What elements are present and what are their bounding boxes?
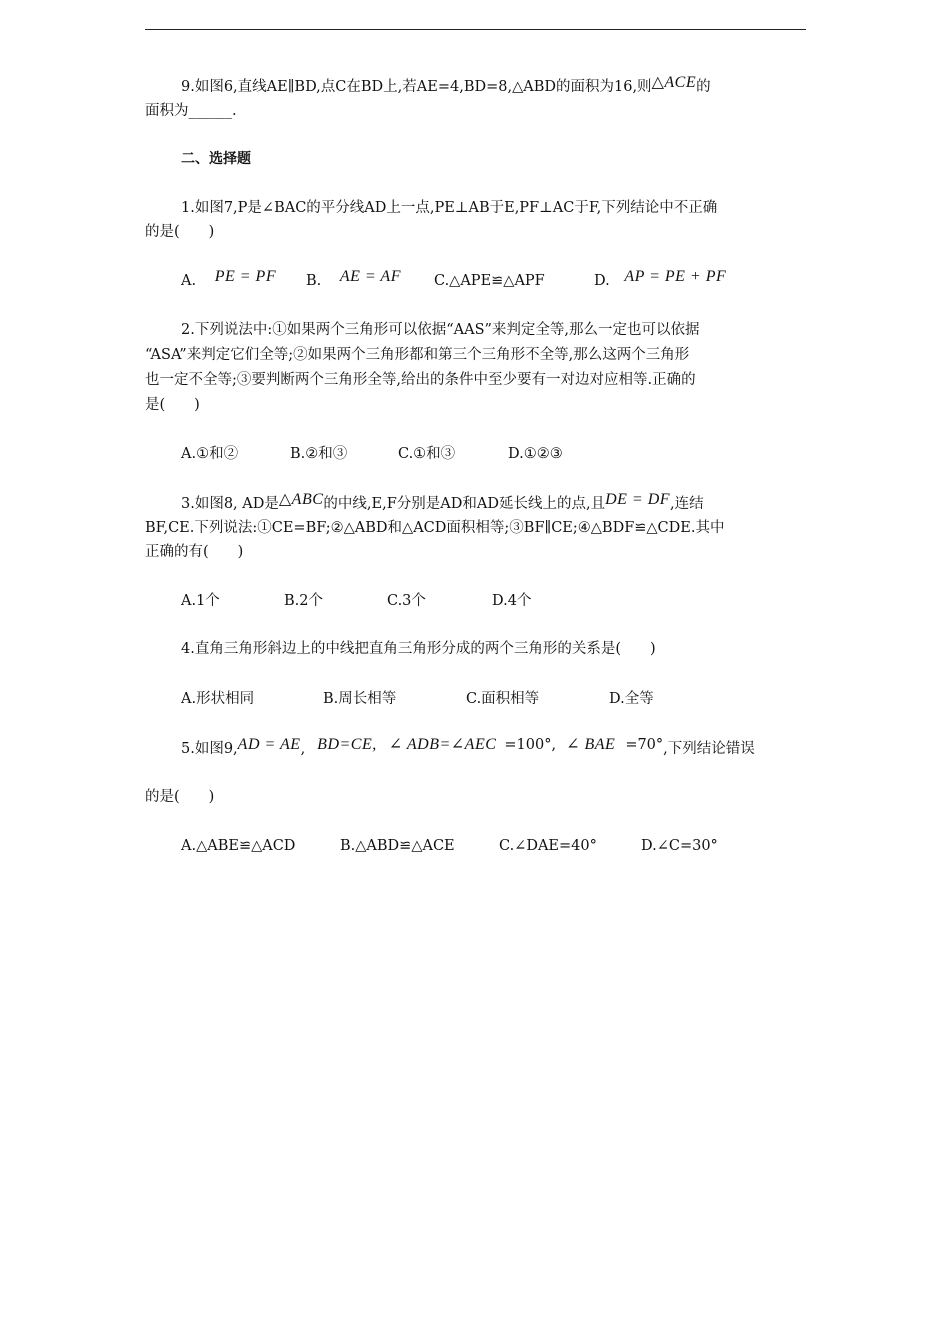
q3-text-pre: 3.如图8, AD是 [181,496,279,512]
q1-option-a-label: A. [181,273,197,289]
q1-option-b [306,270,401,292]
q5-angle-100: =100°, [504,737,557,753]
q5-line1: 5.如图9,AD = AE, BD=CE, ∠ ADB=∠AEC =100°, ∠ BAE =70°,下列结论错误 [181,736,755,757]
q5-math-angle-bae: ∠ BAE [566,736,616,753]
q2-line4: 是( ) [145,397,200,413]
q1-option-a [181,270,276,292]
q4-option-d: D.全等 [609,691,654,707]
q2-line3: 也一定不全等;③要判断两个三角形全等,给出的条件中至少要有一对边对应相等.正确的 [145,372,696,388]
q5-line2: 的是( ) [145,789,215,805]
q3-option-d: D.4个 [492,593,532,609]
q1-line1: 1.如图7,P是∠BAC的平分线AD上一点,PE⊥AB于E,PF⊥AC于F,下列结论中不正确 [181,200,718,216]
q4-option-c: C.面积相等 [466,691,540,707]
q1-option-a-math: PE = PF [214,268,277,285]
q5-math-angle-adb: ∠ ADB=∠AEC [388,736,497,753]
q3-line1 [181,493,704,515]
q2-line1: 2.下列说法中:①如果两个三角形可以依据“AAS”来判定全等,那么一定也可以依据 [181,322,700,338]
q1-option-b-math: AE = AF [339,268,401,285]
q4-option-a: A.形状相同 [181,691,255,707]
q3-math-de-df: DE = DF [605,491,671,508]
q3-option-c: C.3个 [387,593,426,609]
q3-text-post: ,连结 [670,496,704,512]
q1-option-c: C.△APE≌△APF [434,273,545,289]
q3-option-a: A.1个 [181,593,220,609]
q1-option-d [594,270,726,292]
q2-option-d: D.①②③ [508,446,563,462]
q3-line3: 正确的有( ) [145,544,244,560]
q5-text-post: ,下列结论错误 [663,741,755,757]
q9-text-post: 的 [696,79,711,95]
q5-text-pre: 5.如图9, [181,741,238,757]
q1-option-b-label: B. [306,273,322,289]
q5-math-bd-ce: BD=CE, [317,736,377,753]
q3-math-abc: △ABC [278,491,324,508]
q9-text: 9.如图6,直线AE∥BD,点C在BD上,若AE=4,BD=8,△ABD的面积为16,则 [181,79,652,95]
q5-option-a: A.△ABE≌△ACD [181,838,296,854]
q3-option-b: B.2个 [284,593,323,609]
q5-option-c: C.∠DAE=40° [499,838,597,854]
q2-line2: “ASA”来判定它们全等;②如果两个三角形都和第三个三角形不全等,那么这两个三角形 [145,347,690,363]
q1-option-d-label: D. [594,273,610,289]
q9-line1 [181,76,711,98]
q2-option-a: A.①和② [181,446,239,462]
q5-option-b: B.△ABD≌△ACE [340,838,455,854]
q9-line2: 面积为______. [145,103,237,119]
top-rule [145,29,806,30]
q4-line1: 4.直角三角形斜边上的中线把直角三角形分成的两个三角形的关系是( ) [181,641,656,657]
q2-option-b: B.②和③ [290,446,348,462]
q3-text-mid: 的中线,E,F分别是AD和AD延长线上的点,且 [323,496,606,512]
q9-math-ace: △ACE [651,74,697,91]
q2-option-c: C.①和③ [398,446,456,462]
section-title: 二、选择题 [181,151,251,167]
q1-option-d-math: AP = PE + PF [624,268,727,285]
q1-line2: 的是( ) [145,224,215,240]
q5-angle-70: =70° [625,737,664,753]
q5-math-ad-ae: AD = AE [237,736,301,753]
q4-option-b: B.周长相等 [323,691,397,707]
q5-option-d: D.∠C=30° [641,838,718,854]
q3-line2: BF,CE.下列说法:①CE=BF;②△ABD和△ACD面积相等;③BF∥CE;④△BDF≌△CDE.其中 [145,520,725,536]
